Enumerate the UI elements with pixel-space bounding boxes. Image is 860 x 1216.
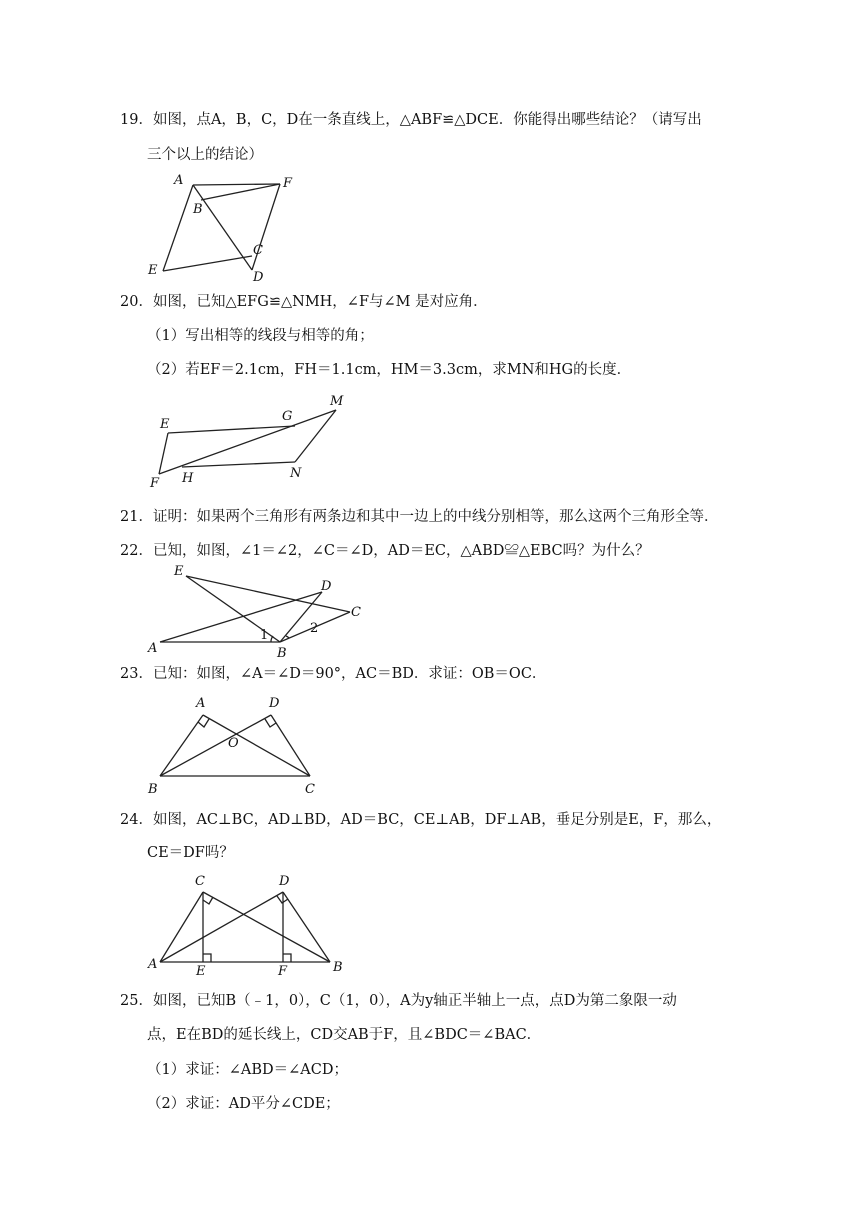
q25-text-line1: 25．如图，已知B（﹣1，0），C（1，0），A为y轴正半轴上一点，点D为第二象限一动	[120, 993, 677, 1009]
q20-segment-nh	[182, 462, 295, 467]
q23-segment-dc	[271, 715, 310, 776]
q24-figure	[140, 868, 355, 978]
q19-segment-ad	[193, 185, 252, 270]
q19-label-e: E	[148, 263, 158, 278]
q19-segment-ae	[163, 185, 193, 271]
q23-figure	[140, 690, 340, 800]
q19-label-b: B	[193, 202, 203, 217]
q24-segment-ac	[160, 892, 203, 962]
q19-label-a: A	[174, 173, 184, 188]
q24-right-angle-c	[203, 897, 213, 904]
q24-segment-db	[283, 892, 330, 962]
q20-label-h: H	[182, 471, 194, 486]
q22-label-d: D	[321, 579, 332, 594]
q20-label-m: M	[330, 394, 344, 409]
q24-text-line2: CE＝DF吗？	[147, 845, 234, 861]
q24-label-e: E	[196, 964, 206, 978]
q23-label-o: O	[228, 736, 239, 751]
q23-label-b: B	[148, 782, 158, 797]
q20-label-n: N	[290, 466, 302, 481]
q19-label-f: F	[283, 176, 293, 191]
q22-label-a: A	[148, 641, 158, 656]
q24-right-angle-f	[283, 954, 291, 962]
q23-text-line1: 23．已知：如图，∠A＝∠D＝90°，AC＝BD．求证：OB＝OC．	[120, 666, 547, 682]
q19-text-line2: 三个以上的结论）	[147, 147, 263, 163]
q20-figure	[140, 390, 355, 495]
q24-label-f: F	[278, 964, 288, 978]
q20-text-line3: （2）若EF＝2.1cm，FH＝1.1cm，HM＝3.3cm，求MN和HG的长度．	[147, 362, 632, 378]
q22-label-b: B	[277, 646, 287, 660]
q25-text-line4: （2）求证：AD平分∠CDE；	[147, 1096, 340, 1112]
q24-label-b: B	[333, 960, 343, 975]
q22-figure	[140, 560, 370, 660]
q19-segment-bf	[201, 184, 280, 200]
q23-label-c: C	[305, 782, 315, 797]
q20-text-line1: 20．如图，已知△EFG≌△NMH，∠F与∠M 是对应角．	[120, 294, 488, 310]
q24-label-a: A	[148, 957, 158, 972]
q23-segment-ba	[160, 715, 203, 776]
q19-segment-ec	[163, 256, 252, 271]
q24-right-angle-e	[203, 954, 211, 962]
q20-label-g: G	[282, 409, 293, 424]
q23-segment-bd	[160, 715, 271, 776]
q23-label-d: D	[269, 696, 280, 711]
q22-angle-2-arc	[286, 636, 289, 638]
q20-segment-ef	[159, 433, 168, 474]
q19-label-c: C	[253, 243, 263, 258]
q19-text-line1: 19．如图，点A，B，C，D在一条直线上，△ABF≌△DCE．你能得出哪些结论？（请写出	[120, 112, 702, 128]
q21-text-line1: 21．证明：如果两个三角形有两条边和其中一边上的中线分别相等，那么这两个三角形全等．	[120, 509, 719, 525]
q23-label-a: A	[196, 696, 206, 711]
q19-segment-af	[193, 184, 280, 185]
q20-label-e: E	[160, 417, 170, 432]
q19-figure	[140, 170, 310, 285]
q22-label-angle-1: 1	[260, 628, 269, 643]
q19-label-d: D	[253, 270, 264, 285]
q25-text-line2: 点，E在BD的延长线上，CD交AB于F，且∠BDC＝∠BAC．	[147, 1027, 542, 1043]
q22-label-e: E	[174, 564, 184, 579]
q25-text-line3: （1）求证：∠ABD＝∠ACD；	[147, 1062, 348, 1078]
q22-label-angle-2: 2	[310, 621, 319, 636]
q22-label-c: C	[351, 605, 361, 620]
q22-text-line1: 22．已知，如图，∠1＝∠2，∠C＝∠D，AD＝EC，△ABD≌△EBC吗？为什么？	[120, 543, 650, 559]
q20-label-f: F	[150, 476, 160, 491]
q22-angle-1-arc	[271, 636, 273, 642]
q23-segment-ac	[203, 715, 310, 776]
q20-text-line2: （1）写出相等的线段与相等的角；	[147, 328, 374, 344]
q24-text-line1: 24．如图，AC⊥BC，AD⊥BD，AD＝BC，CE⊥AB，DF⊥AB，垂足分别是E，F，那么，	[120, 812, 722, 828]
q24-label-c: C	[195, 874, 205, 889]
q24-label-d: D	[279, 874, 290, 889]
